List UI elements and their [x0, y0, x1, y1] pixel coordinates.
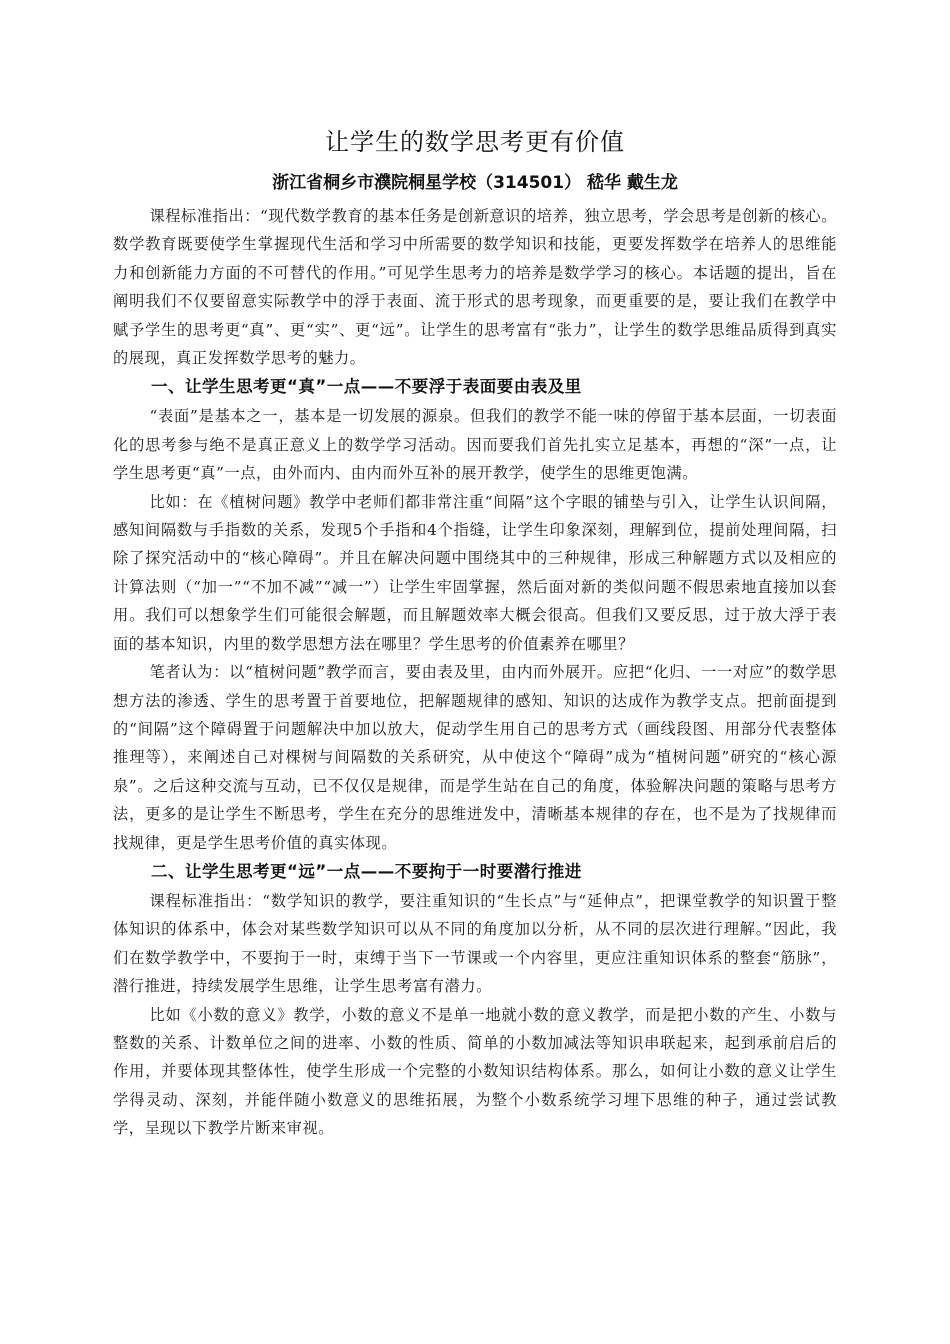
section-1-paragraph: 比如：在《植树问题》教学中老师们都非常注重“间隔”这个字眼的铺垫与引入，让学生认识间隔，感知间隔数与手指数的关系，发现5个手指和4个指缝，让学生印象深刻，理解到位，提前处理间隔，扫除了探究活动中的“核心障碍”。并且在解决问题中围绕其中的三种规律，形成三种解题方式以及相应的计算法则（“加一”“不加不减”“减一”）让学生牢固掌握，然后面对新的类似问题不假思索地直接加以套用。我们可以想象学生们可能很会解题，而且解题效率大概会很高。但我们又要反思，过于放大浮于表面的基本知识，内里的数学思想方法在哪里？学生思考的价值素养在哪里？	[113, 492, 837, 653]
section-2-paragraph: 课程标准指出：“数学知识的教学，要注重知识的“生长点”与“延伸点”，把课堂教学的知识置于整体知识的体系中，体会对某些数学知识可以从不同的角度加以分析，从不同的层次进行理解。”因此，我们在数学教学中，不要拘于一时，束缚于当下一节课或一个内容里，更应注重知识体系的整套“筋脉”，潜行推进，持续发展学生思维，让学生思考富有潜力。	[113, 891, 837, 996]
author-byline: 浙江省桐乡市濮院桐星学校（314501） 嵇华 戴生龙	[272, 173, 678, 193]
intro-paragraph: 课程标准指出：“现代数学教育的基本任务是创新意识的培养，独立思考，学会思考是创新的核心。数学教育既要使学生掌握现代生活和学习中所需要的数学知识和技能，更要发挥数学在培养人的思维能力和创新能力方面的不可替代的作用。”可见学生思考力的培养是数学学习的核心。本话题的提出，旨在阐明我们不仅要留意实际教学中的浮于表面、流于形式的思考现象，而更重要的是，要让我们在教学中赋予学生的思考更“真”、更“实”、更“远”。让学生的思考富有“张力”，让学生的数学思维品质得到真实的展现，真正发挥数学思考的魅力。	[113, 207, 837, 368]
section-1-heading: 一、让学生思考更“真”一点——不要浮于表面要由表及里	[151, 377, 582, 397]
section-2-heading: 二、让学生思考更“远”一点——不要拘于一时要潜行推进	[151, 861, 582, 881]
section-1-paragraph: “表面”是基本之一，基本是一切发展的源泉。但我们的教学不能一味的停留于基本层面，一切表面化的思考参与绝不是真正意义上的数学学习活动。因而要我们首先扎实立足基本，再想的“深”一点，让学生思考更“真”一点，由外而内、由内而外互补的展开教学，使学生的思维更饱满。	[113, 407, 837, 483]
section-1-paragraph: 笔者认为：以“植树问题”教学而言，要由表及里，由内而外展开。应把“化归、一一对应”的数学思想方法的渗透、学生的思考置于首要地位，把解题规律的感知、知识的达成作为教学支点。把前面提到的“间隔”这个障碍置于问题解决中加以放大，促动学生用自己的思考方式（画线段图、用部分代表整体推理等），来阐述自己对棵树与间隔数的关系研究，从中使这个“障碍”成为“植树问题”研究的“核心源泉”。之后这种交流与互动，已不仅仅是规律，而是学生站在自己的角度，体验解决问题的策略与思考方法，更多的是让学生不断思考，学生在充分的思维迸发中，清晰基本规律的存在，也不是为了找规律而找规律，更是学生思考价值的真实体现。	[113, 663, 837, 852]
document-body	[113, 120, 837, 1143]
section-2-paragraph: 比如《小数的意义》教学，小数的意义不是单一地就小数的意义教学，而是把小数的产生、小数与整数的关系、计数单位之间的进率、小数的性质、简单的小数加减法等知识串联起来，起到承前启后的作用，并要体现其整体性，使学生形成一个完整的小数知识结构体系。那么，如何让小数的意义让学生学得灵动、深刻，并能伴随小数意义的思维拓展，为整个小数系统学习埋下思维的种子，通过尝试教学，呈现以下教学片断来审视。	[113, 1005, 837, 1138]
document-title: 让学生的数学思考更有价值	[325, 128, 625, 156]
